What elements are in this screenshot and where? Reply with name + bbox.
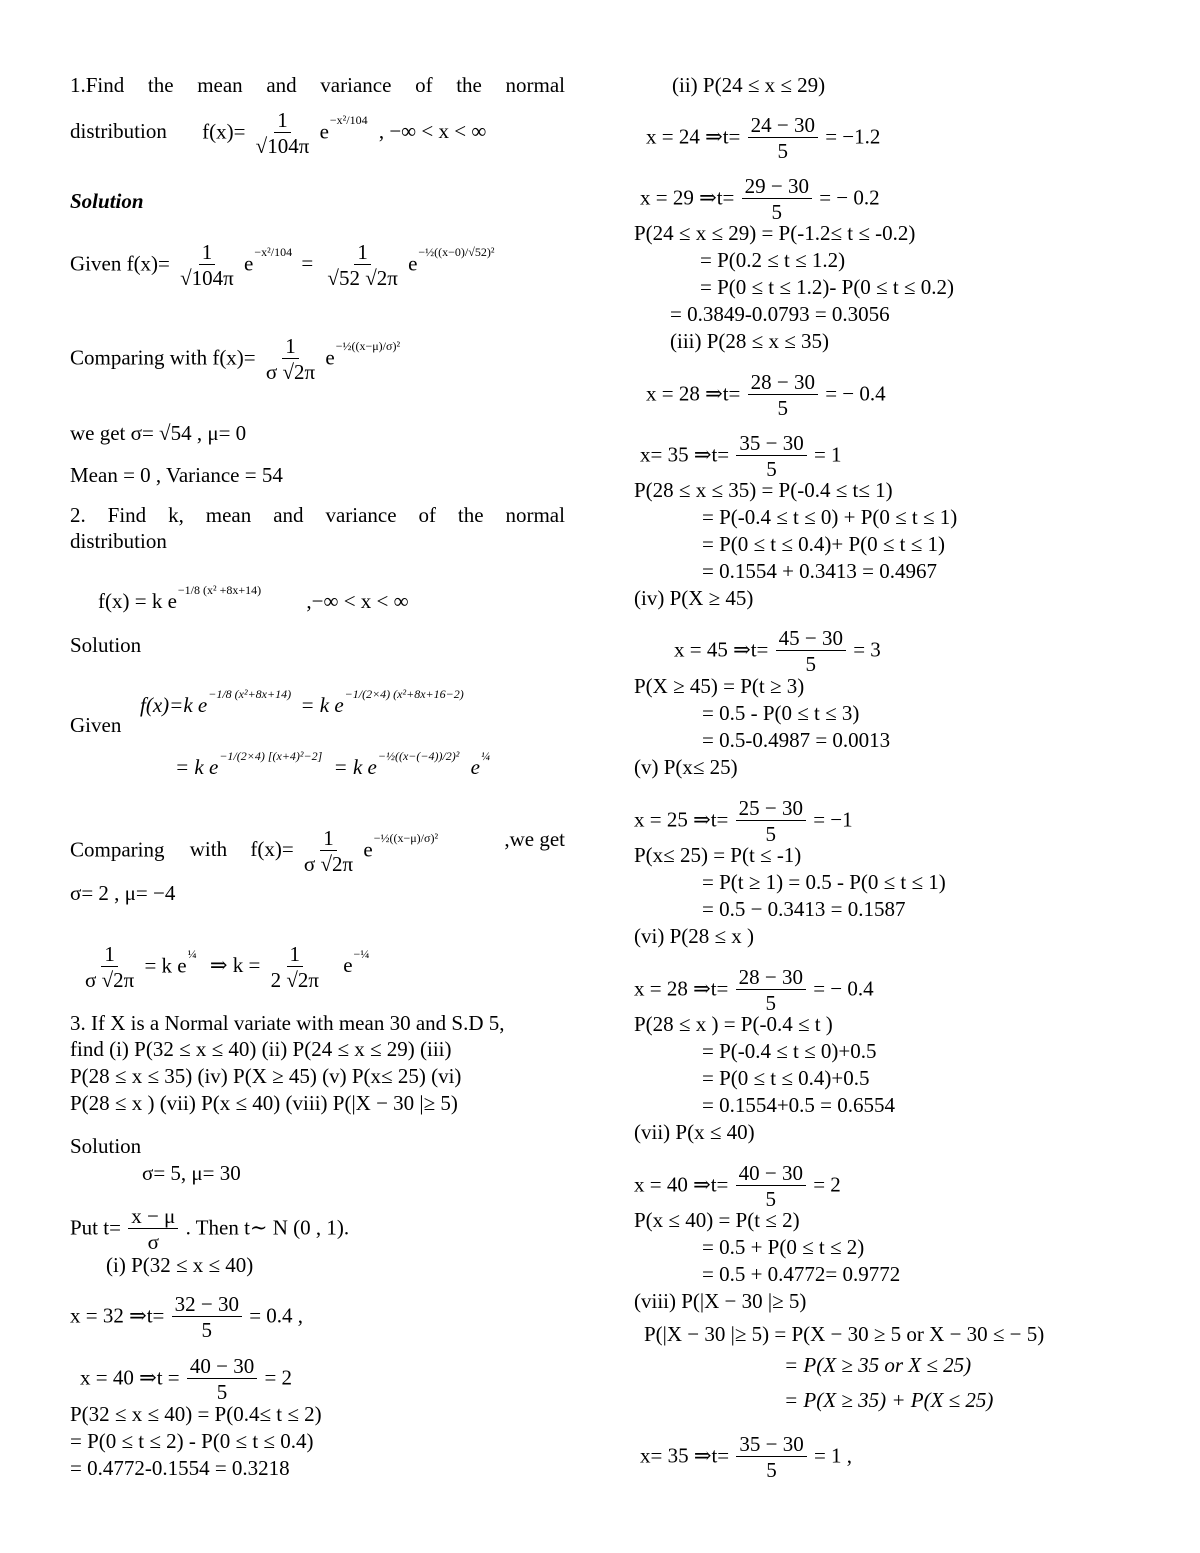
q1-formula: distribution f(x)= $\frac{1}{√104\pi}$ $e^{-x^2/104}$ , −∞ < x < ∞ <box>70 108 487 158</box>
v-heading: (v) P(x≤ 25) <box>634 755 738 779</box>
q3-i-e: = 0.4772-0.1554 = 0.3218 <box>70 1456 290 1480</box>
iii-b: x= 35 ⇒t= $\frac{35 - 30}{5}$ = 1 <box>640 431 842 481</box>
left-column <box>70 0 565 1553</box>
q2-given-line1: f(x)=k $e^{-1/8 (x^2+8x+14)} = k$ $e^{-1/(2\times 4) (x^2+8x+16-2)}$ <box>140 687 464 717</box>
ii-a: x = 24 ⇒t= $\frac{24 - 30}{5}$ = −1.2 <box>646 113 881 163</box>
q3-i-heading: (i) P(32 ≤ x ≤ 40) <box>106 1253 254 1277</box>
q2-sigma: σ= 2 , μ= −4 <box>70 881 176 905</box>
q3-line1: 3. If X is a Normal variate with mean 30 and S.D 5, <box>70 1011 505 1035</box>
q1-solution-heading: Solution <box>70 189 144 213</box>
viii-b: = P(X ≥ 35 or X ≤ 25) <box>784 1353 972 1377</box>
q3-put: Put t= $\frac{x - \mu}{\sigma}$ . Then t∼ N (0 , 1). <box>70 1204 350 1254</box>
vi-c: = P(-0.4 ≤ t ≤ 0)+0.5 <box>702 1039 877 1063</box>
iii-c: P(28 ≤ x ≤ 35) = P(-0.4 ≤ t≤ 1) <box>634 478 893 502</box>
iii-a: x = 28 ⇒t= $\frac{28 - 30}{5}$ = − 0.4 <box>646 370 886 420</box>
q3-i-d: = P(0 ≤ t ≤ 2) - P(0 ≤ t ≤ 0.4) <box>70 1429 314 1453</box>
iii-d: = P(-0.4 ≤ t ≤ 0) + P(0 ≤ t ≤ 1) <box>702 505 958 529</box>
iii-heading: (iii) P(28 ≤ x ≤ 35) <box>670 329 829 353</box>
q2-solution-heading: Solution <box>70 633 142 657</box>
q2-k-line: $\frac{1}{\sigma √2\pi}$ = k $e^{\frac{1}{4}}$ ⇒ k = $\frac{1}{2 √2\pi}$ $e^{-\frac{1}{4}}$ <box>85 942 370 992</box>
iv-c: = 0.5 - P(0 ≤ t ≤ 3) <box>702 701 860 725</box>
viii-d: x= 35 ⇒t= $\frac{35 - 30}{5}$ = 1 , <box>640 1432 853 1482</box>
iv-d: = 0.5-0.4987 = 0.0013 <box>702 728 891 752</box>
q3-line2: find (i) P(32 ≤ x ≤ 40) (ii) P(24 ≤ x ≤ 29) (iii) <box>70 1037 452 1061</box>
q1-line1: 1.Find the mean and variance of the normal <box>70 73 565 97</box>
q3-line3: P(28 ≤ x ≤ 35) (iv) P(X ≥ 45) (v) P(x≤ 25) (vi) <box>70 1064 462 1088</box>
q3-params: σ= 5, μ= 30 <box>142 1161 241 1185</box>
q2-comparing: Comparing with f(x)= $\frac{1}{\sigma √2\pi}$ $e^{-\frac{1}{2}((x-\mu)/\sigma)^2}$ ,we get <box>70 826 565 876</box>
ii-e: = P(0 ≤ t ≤ 1.2)- P(0 ≤ t ≤ 0.2) <box>700 275 954 299</box>
ii-b: x = 29 ⇒t= $\frac{29 - 30}{5}$ = − 0.2 <box>640 174 880 224</box>
ii-d: = P(0.2 ≤ t ≤ 1.2) <box>700 248 846 272</box>
iii-f: = 0.1554 + 0.3413 = 0.4967 <box>702 559 938 583</box>
q2-given-line2: = k $e^{-1/(2\times 4) [(x+4)^2-2]} = k$ $e^{-\frac{1}{2}((x-(-4))/2)^2}$ $e^{\frac{1}{4}}$ <box>175 749 490 779</box>
ii-f: = 0.3849-0.0793 = 0.3056 <box>670 302 890 326</box>
iv-a: x = 45 ⇒t= $\frac{45 - 30}{5}$ = 3 <box>674 626 881 676</box>
vii-d: = 0.5 + 0.4772= 0.9772 <box>702 1262 901 1286</box>
q3-i-b: x = 40 ⇒t = $\frac{40 - 30}{5}$ = 2 <box>80 1354 293 1404</box>
iii-e: = P(0 ≤ t ≤ 0.4)+ P(0 ≤ t ≤ 1) <box>702 532 946 556</box>
ii-c: P(24 ≤ x ≤ 29) = P(-1.2≤ t ≤ -0.2) <box>634 221 916 245</box>
q1-fraction: $\frac{1}{√104\pi}$ <box>255 108 310 158</box>
q2-line2: distribution <box>70 529 167 553</box>
v-c: = P(t ≥ 1) = 0.5 - P(0 ≤ t ≤ 1) <box>702 870 946 894</box>
q3-line4: P(28 ≤ x ) (vii) P(x ≤ 40) (viii) P(|X − 30 |≥ 5) <box>70 1091 458 1115</box>
v-b: P(x≤ 25) = P(t ≤ -1) <box>634 843 802 867</box>
q1-result: Mean = 0 , Variance = 54 <box>70 463 283 487</box>
q2-given-label: Given <box>70 713 122 737</box>
ii-heading: (ii) P(24 ≤ x ≤ 29) <box>672 73 826 97</box>
q2-formula: f(x) = k $e^{-1/8 (x^2 +8x+14)}$ ,−∞ < x < ∞ <box>98 583 409 613</box>
right-column <box>634 0 1134 1553</box>
q1-given: Given f(x)= $\frac{1}{√104\pi}$ $e^{-x^2/104}$ = $\frac{1}{√52 √2\pi}$ $e^{-\frac{1}{2}((x-0)/√52)^2}$ <box>70 240 495 290</box>
vii-a: x = 40 ⇒t= $\frac{40 - 30}{5}$ = 2 <box>634 1161 841 1211</box>
v-a: x = 25 ⇒t= $\frac{25 - 30}{5}$ = −1 <box>634 796 853 846</box>
vii-c: = 0.5 + P(0 ≤ t ≤ 2) <box>702 1235 865 1259</box>
vi-e: = 0.1554+0.5 = 0.6554 <box>702 1093 896 1117</box>
q3-i-c: P(32 ≤ x ≤ 40) = P(0.4≤ t ≤ 2) <box>70 1402 322 1426</box>
q2-line1: 2. Find k, mean and variance of the normal <box>70 503 565 527</box>
vi-heading: (vi) P(28 ≤ x ) <box>634 924 755 948</box>
viii-heading: (viii) P(|X − 30 |≥ 5) <box>634 1289 807 1313</box>
q3-solution-heading: Solution <box>70 1134 142 1158</box>
vi-a: x = 28 ⇒t= $\frac{28 - 30}{5}$ = − 0.4 <box>634 965 874 1015</box>
iv-b: P(X ≥ 45) = P(t ≥ 3) <box>634 674 805 698</box>
q3-i-a: x = 32 ⇒t= $\frac{32 - 30}{5}$ = 0.4 , <box>70 1292 304 1342</box>
vi-d: = P(0 ≤ t ≤ 0.4)+0.5 <box>702 1066 870 1090</box>
q1-weget: we get σ= √54 , μ= 0 <box>70 421 247 445</box>
iv-heading: (iv) P(X ≥ 45) <box>634 586 754 610</box>
v-d: = 0.5 − 0.3413 = 0.1587 <box>702 897 906 921</box>
viii-c: = P(X ≥ 35) + P(X ≤ 25) <box>784 1388 994 1412</box>
vi-b: P(28 ≤ x ) = P(-0.4 ≤ t ) <box>634 1012 833 1036</box>
viii-a: P(|X − 30 |≥ 5) = P(X − 30 ≥ 5 or X − 30 ≤ − 5) <box>644 1322 1045 1346</box>
vii-heading: (vii) P(x ≤ 40) <box>634 1120 755 1144</box>
q1-comparing: Comparing with f(x)= $\frac{1}{\sigma √2\pi}$ $e^{-\frac{1}{2}((x-\mu)/\sigma)^2}$ <box>70 334 401 384</box>
vii-b: P(x ≤ 40) = P(t ≤ 2) <box>634 1208 800 1232</box>
